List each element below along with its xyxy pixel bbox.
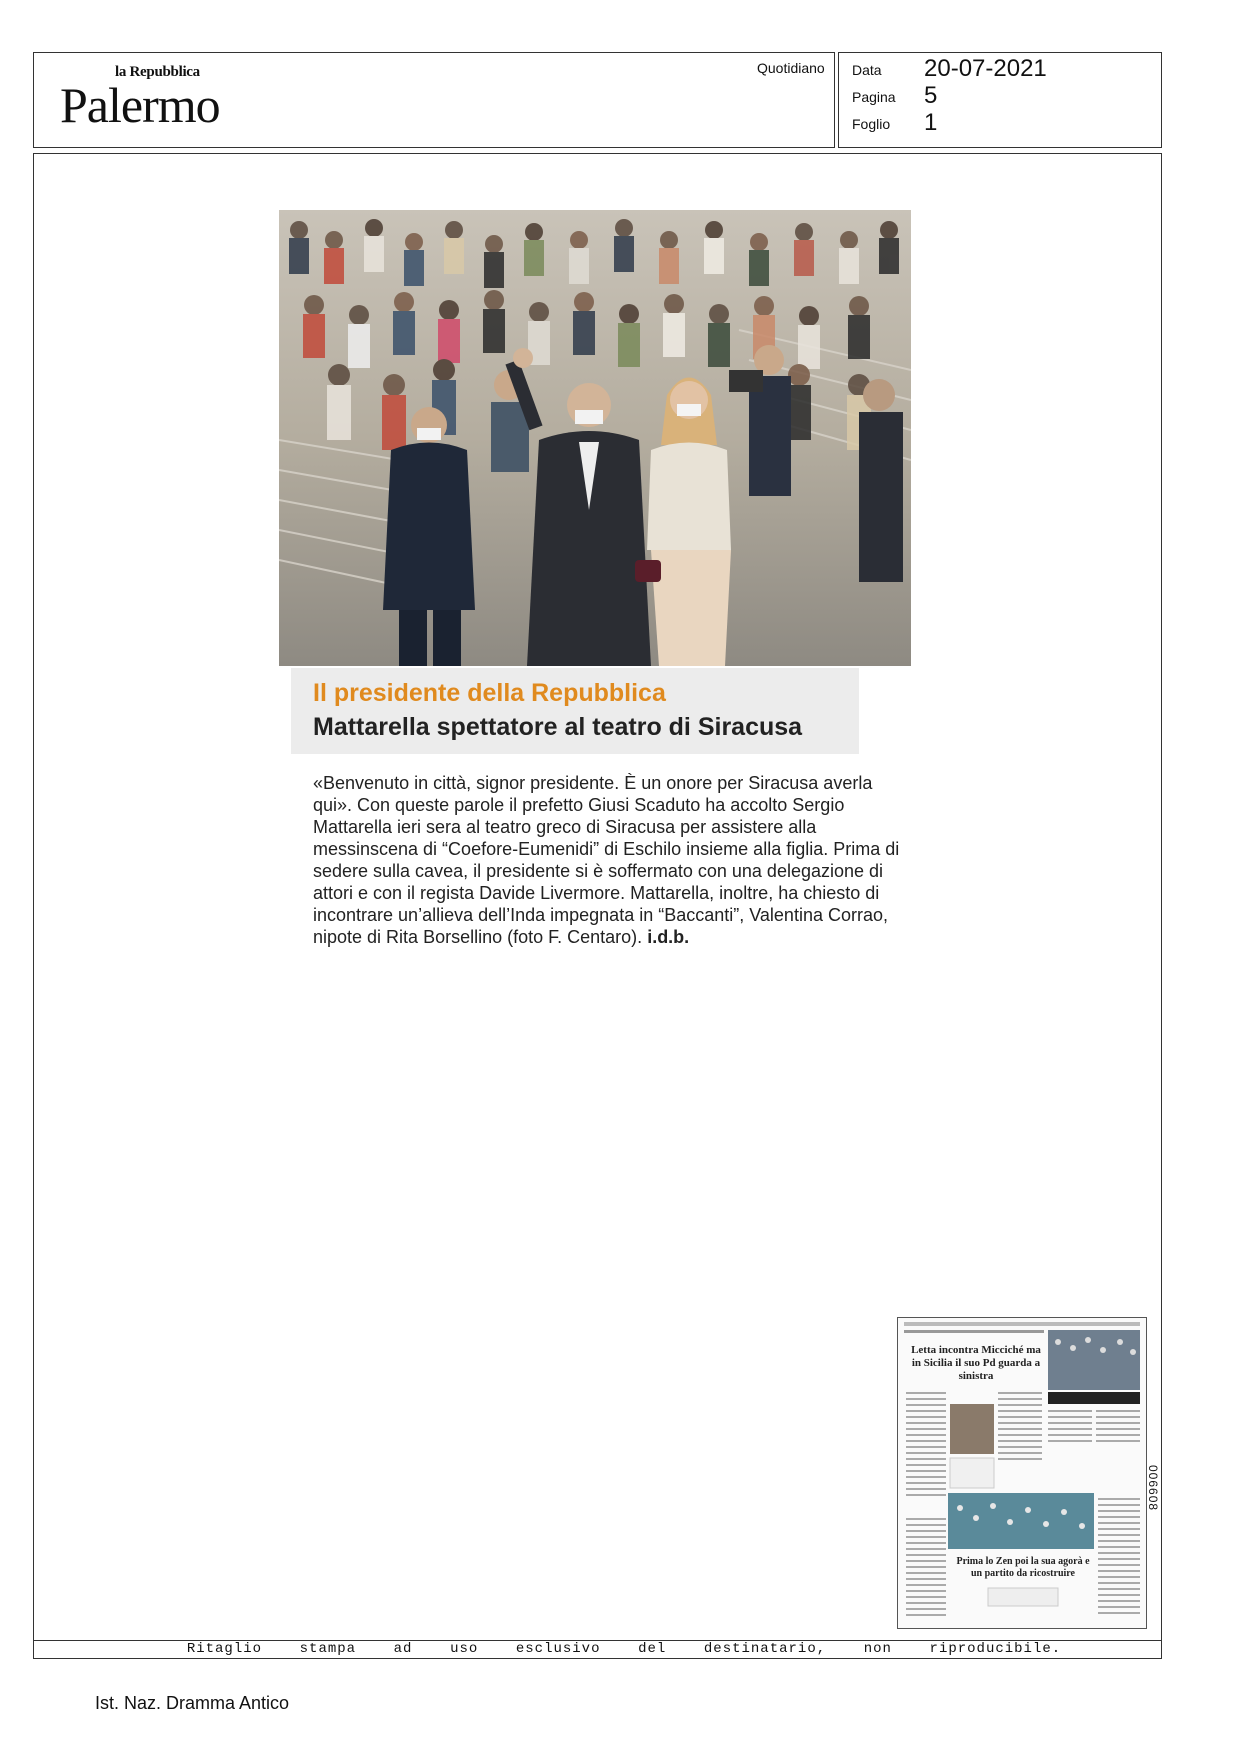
- publication-small-logo: la Repubblica: [115, 64, 200, 80]
- page-thumbnail: [897, 1317, 1147, 1629]
- pagina-label: Pagina: [852, 89, 896, 105]
- foglio-value: 1: [924, 109, 938, 136]
- article-body: [313, 772, 901, 948]
- article-headline: Mattarella spettatore al teatro di Siracusa: [313, 713, 803, 741]
- footer-notice: Ritaglio stampa ad uso esclusivo del destinatario, non riproducibile.: [186, 1641, 1062, 1657]
- article-kicker: Il presidente della Repubblica: [313, 679, 666, 707]
- article-photo: [279, 210, 911, 666]
- data-value: 20-07-2021: [924, 55, 1047, 82]
- frequency-label: Quotidiano: [757, 60, 825, 76]
- data-label: Data: [852, 62, 882, 78]
- thumbnail-headline-1: Letta incontra Micciché ma in Sicilia il suo Pd guarda a sinistra: [911, 1344, 1041, 1382]
- clipping-code: 006608: [1146, 1465, 1160, 1512]
- article-signature: i.d.b.: [647, 927, 690, 947]
- article-body-text: «Benvenuto in città, signor presidente. È un onore per Siracusa averla qui». Con queste parole il prefetto Giusi Scaduto ha accolto Sergio Mattarella ieri sera al teatro greco di Siracusa per assistere alla messinscena di “Coefore-Eumenidi” di Eschilo insieme alla figlia. Prima di sedere sulla cavea, il presidente si è soffermato con una delegazione di attori e con il regista Davide Livermore. Mattarella, inoltre, ha chiesto di incontrare un’allieva dell’Inda impegnata in “Baccanti”, Valentina Corrao, nipote di Rita Borsellino (foto F. Centaro).: [313, 773, 900, 947]
- foglio-label: Foglio: [852, 116, 891, 132]
- thumbnail-headline-2: Prima lo Zen poi la sua agorà e un partito da ricostruire: [956, 1556, 1090, 1579]
- publication-title: Palermo: [60, 77, 220, 133]
- source-label: Ist. Naz. Dramma Antico: [95, 1693, 290, 1713]
- pagina-value: 5: [924, 82, 938, 109]
